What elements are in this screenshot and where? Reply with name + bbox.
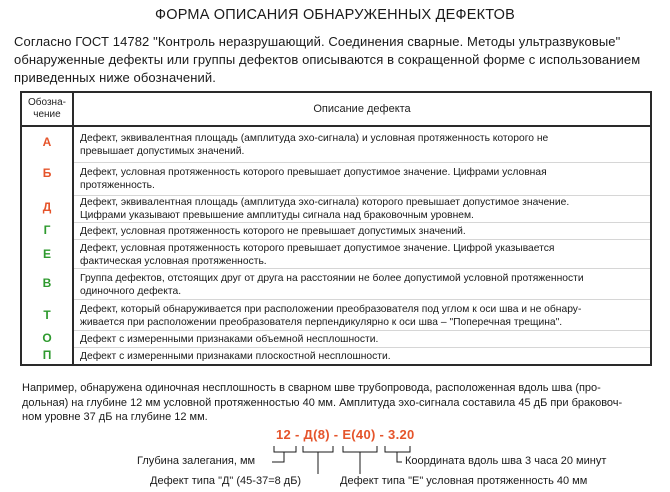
row-text-line: Дефект, условная протяженность которого превышает допустимое значение. Цифрой указывается <box>80 243 555 254</box>
code-letter: Т <box>43 308 51 322</box>
bracket-defect-e <box>343 446 377 452</box>
row-text-line: Дефект, эквивалентная площадь (амплитуда эхо-сигнала) которого превышает допустимое значение. <box>80 197 570 208</box>
intro-line: приведенных ниже обозначений. <box>14 70 216 85</box>
bracket-coordinate <box>385 446 410 452</box>
code-letter: В <box>42 276 52 290</box>
row-text-line: одиночного дефекта. <box>80 286 182 297</box>
leader-depth <box>272 452 284 462</box>
row-text-line: Дефект с измеренными признаками плоскостной несплошности. <box>80 351 391 362</box>
bracket-depth <box>274 446 296 452</box>
example-line: дольная) на глубине 12 мм условной протяженностью 40 мм. Амплитуда эхо-сигнала составила 45 дБ при браковоч- <box>22 396 623 409</box>
leader-coordinate <box>397 452 402 462</box>
label-depth: Глубина залегания, мм <box>137 455 256 467</box>
label-defect-d: Дефект типа "Д" (45-37=8 дБ) <box>150 475 302 487</box>
code-letter: А <box>42 135 52 149</box>
row-text-line: живается при расположении преобразователя перпендикулярно к оси шва – "Поперечная трещина". <box>80 317 563 328</box>
row-text-line: Дефект с измеренными признаками объемной несплошности. <box>80 334 379 345</box>
bracket-defect-d <box>303 446 333 452</box>
example-line: Например, обнаружена одиночная несплошность в сварном шве трубопровода, расположенная вдоль шва (про- <box>22 382 601 394</box>
label-coordinate: Координата вдоль шва 3 часа 20 минут <box>405 455 607 467</box>
code-letter: Д <box>42 200 52 214</box>
code-letter: П <box>42 348 52 362</box>
row-text-line: Группа дефектов, отстоящих друг от друга на расстоянии не более допустимой условной протяженности <box>80 273 584 284</box>
intro-line: обнаруженные дефекты или группы дефектов описываются в сокращенной форме с использованием <box>14 52 641 67</box>
row-text-line: Цифрами указывают превышение амплитуды сигнала над браковочным уровнем. <box>80 210 474 221</box>
defect-formula: 12 - Д(8) - Е(40) - 3.20 <box>276 427 415 442</box>
row-text-line: фактическая условная протяженность. <box>80 256 267 267</box>
row-text-line: превышает допустимых значений. <box>80 146 245 157</box>
row-text-line: Дефект, условная протяженность которого не превышает допустимых значений. <box>80 226 466 237</box>
header-code-line: Обозна- <box>28 97 66 108</box>
row-text-line: Дефект, эквивалентная площадь (амплитуда эхо-сигнала) и условная протяженность которого не <box>80 133 549 144</box>
page-title: ФОРМА ОПИСАНИЯ ОБНАРУЖЕННЫХ ДЕФЕКТОВ <box>155 7 515 23</box>
row-text-line: Дефект, условная протяженность которого превышает допустимое значение. Цифрами условная <box>80 167 547 178</box>
code-letter: О <box>42 331 52 345</box>
code-letter: Г <box>43 223 51 237</box>
intro-line: Согласно ГОСТ 14782 "Контроль неразрушающий. Соединения сварные. Методы ультразвуковые" <box>14 34 621 49</box>
code-letter: Е <box>42 247 51 261</box>
code-letter: Б <box>42 166 52 180</box>
header-desc-cell: Описание дефекта <box>313 103 411 115</box>
header-code-line: чение <box>33 109 61 120</box>
label-defect-e: Дефект типа "Е" условная протяженность 40 мм <box>340 475 588 487</box>
example-line: ном уровне 37 дБ на глубине 12 мм. <box>22 411 208 423</box>
row-text-line: протяженность. <box>80 180 155 191</box>
row-text-line: Дефект, который обнаруживается при расположении преобразователя под углом к оси шва и не обнару- <box>80 304 582 315</box>
